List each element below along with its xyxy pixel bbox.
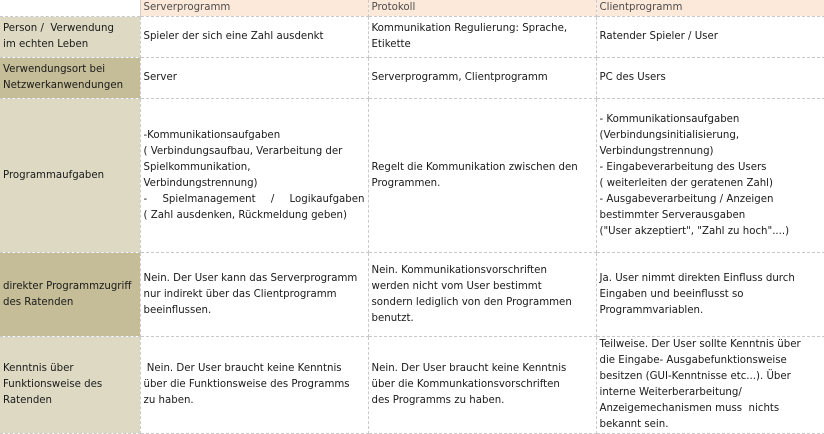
table-row (0, 253, 824, 337)
table-row (0, 17, 824, 58)
cell-line: werden nicht vom User bestimmt (371, 280, 542, 292)
cell-line: des Ratenden (3, 296, 74, 308)
server-cell[interactable] (140, 337, 368, 434)
client-cell[interactable] (596, 58, 824, 99)
cell-line: Verbindungstrennung) (599, 145, 714, 157)
cell-line: die Eingabe- Ausgabefunktionsweise (599, 355, 787, 366)
cell-line: Programmen. (371, 177, 441, 189)
cell-line: Kommunikation Regulierung: Sprache, (371, 23, 568, 34)
table-row (0, 99, 824, 253)
cell-line: - Spielmanagement / Logikaufgaben (143, 193, 365, 205)
cell-line: Spieler der sich eine Zahl ausdenkt (143, 31, 324, 42)
cell-line: Server (143, 72, 177, 83)
row-label-cell[interactable] (0, 99, 140, 253)
cell-line: (Verbindungsinitialisierung, (599, 129, 740, 141)
cell-line: Eingaben und beeinflusst so (599, 288, 744, 300)
cell-line: Teilweise. Der User sollte Kenntnis über (599, 339, 801, 350)
cell-line: Programmaufgaben (3, 169, 105, 181)
protokoll-cell[interactable] (368, 99, 596, 253)
cell-line: - Kommunikationsaufgaben (599, 113, 740, 125)
cell-line: des Programms zu haben. (371, 395, 505, 406)
cell-line: über die Kommunkationsvorschriften (371, 379, 560, 390)
cell-line: zu haben. (143, 395, 194, 406)
client-cell[interactable] (596, 337, 824, 434)
cell-line: sondern lediglich von den Programmen (371, 296, 572, 308)
row-label-cell[interactable] (0, 253, 140, 337)
cell-line: Spielkommunikation, (143, 161, 251, 173)
cell-line: besitzen (GUI-Kenntnisse etc...). Über (599, 371, 791, 382)
cell-line: Nein. Kommunikationsvorschriften (371, 264, 547, 276)
cell-line: Ja. User nimmt direkten Einfluss durch (599, 272, 795, 284)
cell-line: bestimmter Serverausgaben (599, 209, 746, 221)
server-cell[interactable] (140, 99, 368, 253)
cell-line: - Eingabeverarbeitung des Users (599, 161, 767, 173)
cell-line: interne Weiterberarbeitung/ (599, 387, 742, 398)
client-cell[interactable] (596, 99, 824, 253)
server-cell[interactable] (140, 17, 368, 58)
row-label-cell[interactable] (0, 337, 140, 434)
table-row (0, 337, 824, 434)
cell-line: Programmvariablen. (599, 304, 704, 316)
header-protokoll[interactable]: Protokoll (368, 0, 596, 17)
cell-line: ( weiterleiten der geratenen Zahl) (599, 177, 773, 189)
protokoll-cell[interactable] (368, 337, 596, 434)
cell-line: nur indirekt über das Clientprogramm (143, 288, 337, 300)
cell-line: Regelt die Kommunikation zwischen den (371, 161, 578, 173)
cell-line: Nein. Der User kann das Serverprogramm (143, 272, 358, 284)
cell-line: PC des Users (599, 72, 666, 83)
cell-line: Etikette (371, 39, 411, 50)
cell-line: -Kommunikationsaufgaben (143, 129, 281, 141)
cell-line: Verwendungsort bei (3, 64, 106, 75)
cell-line: - Ausgabeverarbeitung / Anzeigen (599, 193, 774, 205)
cell-line: benutzt. (371, 312, 414, 324)
table-row (0, 58, 824, 99)
header-clientprogramm[interactable]: Clientprogramm (596, 0, 824, 17)
cell-line: ( Verbindungsaufbau, Verarbeitung der (143, 145, 343, 157)
cell-line: Verbindungstrennung) (143, 177, 258, 189)
cell-line: ( Zahl ausdenken, Rückmeldung geben) (143, 209, 347, 221)
cell-line: im echten Leben (3, 39, 89, 50)
protokoll-cell[interactable] (368, 58, 596, 99)
cell-line: Ratender Spieler / User (599, 31, 718, 42)
server-cell[interactable] (140, 58, 368, 99)
client-cell[interactable] (596, 253, 824, 337)
row-label-cell[interactable] (0, 17, 140, 58)
row-label-cell[interactable] (0, 58, 140, 99)
header-row (0, 0, 824, 17)
cell-line: Person / Verwendung (3, 23, 114, 34)
cell-line: beeinflussen. (143, 304, 212, 316)
header-corner-cell[interactable] (0, 0, 140, 17)
cell-line: Nein. Der User braucht keine Kenntnis (143, 363, 342, 374)
cell-line: bekannt sein. (599, 419, 669, 430)
cell-line: über die Funktionsweise des Programms (143, 379, 350, 390)
cell-line: ("User akzeptiert", "Zahl zu hoch"....) (599, 225, 790, 237)
cell-line: Serverprogramm, Clientprogramm (371, 72, 548, 83)
cell-line: direkter Programmzugriff (3, 280, 132, 292)
cell-line: Funktionsweise des (3, 379, 103, 390)
protokoll-cell[interactable] (368, 253, 596, 337)
protokoll-cell[interactable] (368, 17, 596, 58)
cell-line: Anzeigemechanismen muss nichts (599, 403, 780, 414)
header-serverprogramm[interactable]: Serverprogramm (140, 0, 368, 17)
client-cell[interactable] (596, 17, 824, 58)
cell-line: Ratenden (3, 395, 53, 406)
cell-line: Kenntnis über (3, 363, 74, 374)
cell-line: Netzwerkanwendungen (3, 80, 124, 91)
cell-line: Nein. Der User braucht keine Kenntnis (371, 363, 567, 374)
server-cell[interactable] (140, 253, 368, 337)
